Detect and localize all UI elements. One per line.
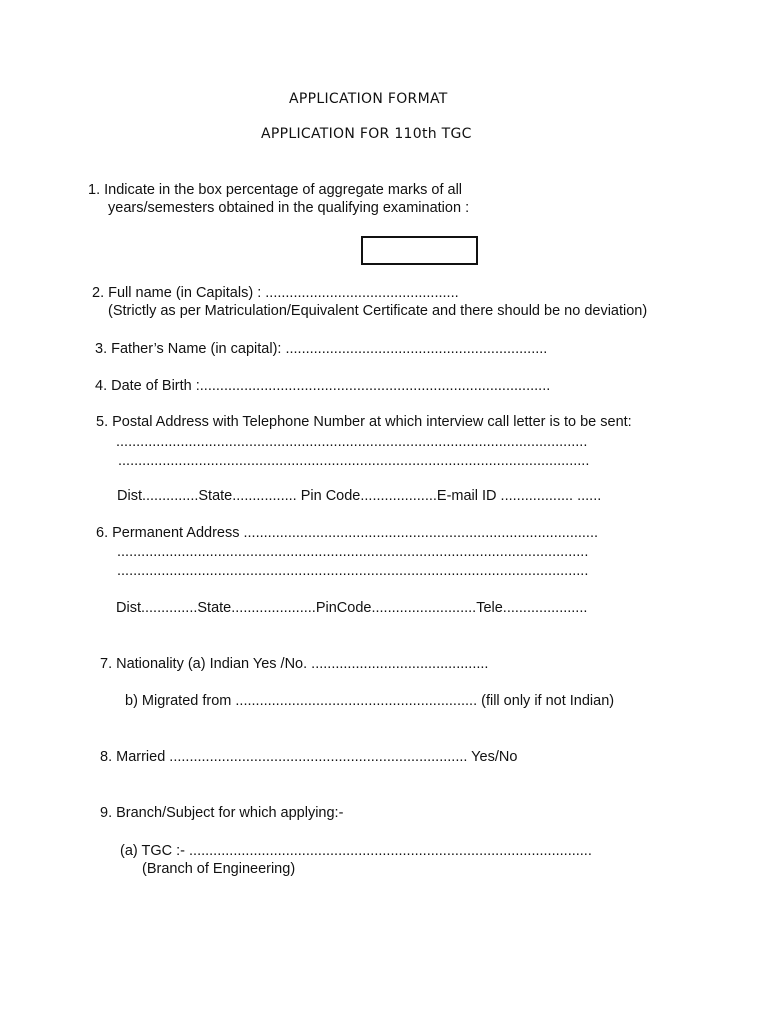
q5-dots1: .....................................................................................................................	[116, 434, 588, 450]
q5-address-details: Dist..............State................ Pin Code...................E-mail ID .................. ......	[117, 488, 602, 504]
form-title: APPLICATION FORMAT	[289, 91, 448, 107]
q1-line2: years/semesters obtained in the qualifying examination :	[108, 200, 470, 216]
q7-migrated-from: b) Migrated from ............................................................ (fill only if not Indian)	[125, 693, 615, 709]
q2-line1: 2. Full name (in Capitals) : ................................................	[92, 285, 459, 301]
q8-married: 8. Married .......................................................................... Yes/No	[100, 749, 518, 765]
q9-line1: 9. Branch/Subject for which applying:-	[100, 805, 344, 821]
q6-dots1: .....................................................................................................................	[117, 544, 589, 560]
q9-tgc-branch: (a) TGC :- ....................................................................................................	[120, 843, 592, 859]
q6-dots2: .....................................................................................................................	[117, 563, 589, 579]
q6-line1: 6. Permanent Address ........................................................................................	[96, 525, 599, 541]
q3-fathers-name: 3. Father’s Name (in capital): .................................................................	[95, 341, 548, 357]
form-subtitle: APPLICATION FOR 110th TGC	[261, 126, 472, 142]
q5-dots2: .....................................................................................................................	[118, 453, 590, 469]
q2-line2: (Strictly as per Matriculation/Equivalent Certificate and there should be no deviation)	[108, 303, 648, 319]
q7-nationality: 7. Nationality (a) Indian Yes /No. ............................................	[100, 656, 489, 672]
q5-line1: 5. Postal Address with Telephone Number at which interview call letter is to be sent:	[96, 414, 632, 430]
q1-line1: 1. Indicate in the box percentage of aggregate marks of all	[88, 182, 463, 198]
q9-branch-note: (Branch of Engineering)	[142, 861, 296, 877]
q6-address-details: Dist..............State.....................PinCode..........................Tele.....................	[116, 600, 588, 616]
q4-date-of-birth: 4. Date of Birth :.......................................................................................	[95, 378, 551, 394]
percentage-input-box[interactable]	[361, 236, 478, 265]
